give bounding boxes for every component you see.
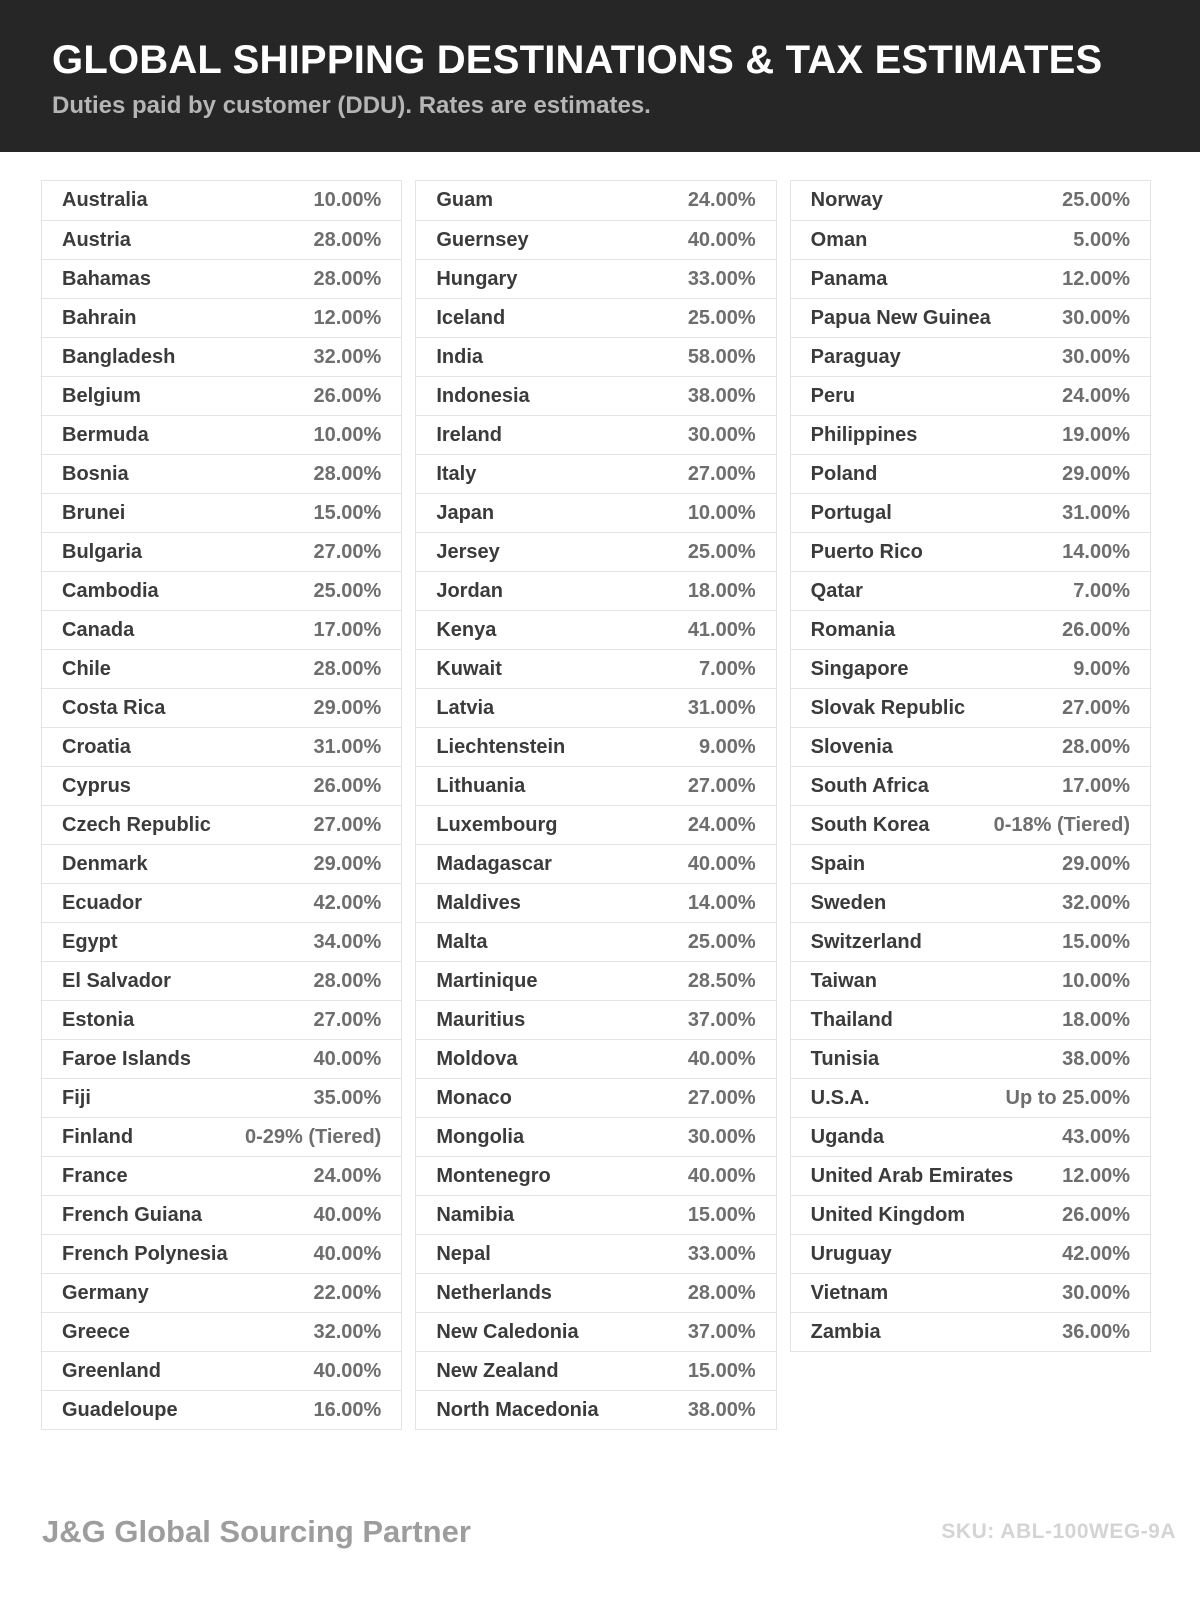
country-name: North Macedonia [436,1398,599,1421]
country-name: Kuwait [436,657,502,680]
tax-rate-value: 0-29% (Tiered) [244,1125,382,1148]
table-row [416,1195,775,1234]
table-row [791,1156,1150,1195]
table-row [416,883,775,922]
country-name: Luxembourg [436,813,558,836]
country-name: Hungary [436,267,518,290]
tax-rate-value: 25.00% [687,540,756,563]
country-name: United Arab Emirates [810,1164,1014,1187]
tax-rate-value: 7.00% [1073,579,1130,602]
country-name: South Africa [810,774,929,797]
tax-rate-value: 40.00% [687,1164,756,1187]
tax-rate-value: 15.00% [313,501,382,524]
table-row [791,922,1150,961]
country-name: Lithuania [436,774,526,797]
table-row [42,376,401,415]
tax-rate-value: 38.00% [687,1398,756,1421]
table-row [416,1390,775,1429]
country-name: French Polynesia [62,1242,228,1265]
country-name: Indonesia [436,384,530,407]
table-row [416,1039,775,1078]
tax-rate-value: 5.00% [1073,228,1130,251]
table-row [416,454,775,493]
country-name: Panama [810,267,888,290]
tax-rate-value: 31.00% [313,735,382,758]
table-row [791,220,1150,259]
rates-column-1 [41,180,402,1430]
country-name: Sweden [810,891,887,914]
tax-rate-value: 9.00% [1073,657,1130,680]
tax-rate-value: 12.00% [313,306,382,329]
table-row [416,1156,775,1195]
table-row [42,1156,401,1195]
table-row [416,961,775,1000]
country-name: Spain [810,852,866,875]
tax-rate-value: 15.00% [1062,930,1130,953]
tax-rate-value: 40.00% [687,228,756,251]
table-row [416,571,775,610]
country-name: Guernsey [436,228,529,251]
table-row [416,415,775,454]
table-row [416,1351,775,1390]
country-name: Bahrain [62,306,137,329]
country-name: Iceland [436,306,506,329]
country-name: Estonia [62,1008,135,1031]
country-name: France [62,1164,128,1187]
tax-rate-value: 0-18% (Tiered) [993,813,1130,836]
tax-rate-value: 36.00% [1062,1320,1130,1343]
country-name: India [436,345,483,368]
table-row [416,1273,775,1312]
table-row [42,844,401,883]
tax-rate-value: 29.00% [1062,852,1130,875]
tax-rate-value: 30.00% [687,1125,756,1148]
country-name: Zambia [810,1320,881,1343]
tax-rate-value: 24.00% [313,1164,382,1187]
country-name: New Zealand [436,1359,559,1382]
table-row [791,727,1150,766]
brand-name: J&G Global Sourcing Partner [42,1514,471,1549]
table-row [42,766,401,805]
tax-rate-value: 38.00% [687,384,756,407]
tax-rate-value: Up to 25.00% [1005,1086,1130,1109]
tax-rate-value: 28.00% [313,267,382,290]
country-name: Romania [810,618,896,641]
country-name: Bosnia [62,462,129,485]
country-name: Netherlands [436,1281,552,1304]
country-name: Maldives [436,891,521,914]
country-name: Brunei [62,501,126,524]
country-name: Oman [810,228,868,251]
table-row [42,1234,401,1273]
country-name: Faroe Islands [62,1047,191,1070]
country-name: Uganda [810,1125,884,1148]
tax-rate-value: 43.00% [1062,1125,1130,1148]
country-name: Jordan [436,579,504,602]
country-name: Chile [62,657,111,680]
table-row [42,532,401,571]
country-name: Bangladesh [62,345,176,368]
country-name: Cambodia [62,579,159,602]
tax-rate-value: 28.00% [1062,735,1130,758]
tax-rate-value: 30.00% [1062,1281,1130,1304]
table-row [791,454,1150,493]
tax-rate-value: 12.00% [1062,267,1130,290]
country-name: Bermuda [62,423,149,446]
tax-rate-value: 38.00% [1062,1047,1130,1070]
tax-rate-value: 18.00% [1062,1008,1130,1031]
tax-rate-value: 17.00% [313,618,382,641]
country-name: Monaco [436,1086,512,1109]
table-row [791,649,1150,688]
country-name: South Korea [810,813,930,836]
country-name: Martinique [436,969,538,992]
tax-rate-value: 19.00% [1062,423,1130,446]
country-name: Australia [62,189,148,211]
tax-rate-value: 28.00% [313,462,382,485]
country-name: Bahamas [62,267,151,290]
table-row [42,259,401,298]
table-row [791,181,1150,220]
tax-rate-value: 26.00% [313,774,382,797]
country-name: Slovak Republic [810,696,966,719]
tax-rate-value: 25.00% [687,306,756,329]
table-row [791,688,1150,727]
country-name: Czech Republic [62,813,211,836]
table-row [416,337,775,376]
country-name: Peru [810,384,856,407]
page-title: GLOBAL SHIPPING DESTINATIONS & TAX ESTIMATES [52,38,1103,82]
table-row [416,1312,775,1351]
country-name: Madagascar [436,852,552,875]
country-name: Mongolia [436,1125,525,1148]
tax-rate-value: 7.00% [698,657,756,680]
country-name: Norway [810,189,883,211]
table-row [42,1351,401,1390]
country-name: Nepal [436,1242,491,1265]
table-row [416,1000,775,1039]
country-name: Finland [62,1125,134,1148]
table-row [416,1117,775,1156]
table-row [416,1078,775,1117]
rates-column-3 [790,180,1151,1352]
tax-rate-value: 42.00% [1062,1242,1130,1265]
tax-rate-value: 40.00% [313,1203,382,1226]
country-name: Malta [436,930,488,953]
tax-rate-value: 37.00% [687,1320,756,1343]
tax-rate-value: 40.00% [687,1047,756,1070]
country-name: Canada [62,618,135,641]
table-row [416,493,775,532]
country-name: Papua New Guinea [810,306,991,329]
table-row [416,181,775,220]
table-row [791,1039,1150,1078]
country-name: New Caledonia [436,1320,579,1343]
table-row [42,1078,401,1117]
tax-rate-value: 28.00% [313,657,382,680]
table-row [416,922,775,961]
sku-label: SKU: ABL-100WEG-9A [941,1520,1176,1543]
tax-rate-value: 15.00% [687,1359,756,1382]
tax-rate-value: 29.00% [1062,462,1130,485]
country-name: Qatar [810,579,863,602]
country-name: Ireland [436,423,502,446]
table-row [791,1312,1150,1351]
table-row [42,337,401,376]
table-row [791,766,1150,805]
tax-rate-value: 24.00% [687,813,756,836]
table-row [42,415,401,454]
tax-rate-value: 40.00% [313,1242,382,1265]
country-name: Ecuador [62,891,143,914]
country-name: Austria [62,228,131,251]
tax-rate-value: 33.00% [687,1242,756,1265]
tax-rate-value: 10.00% [313,189,382,211]
tax-rate-value: 27.00% [313,1008,382,1031]
table-row [416,1234,775,1273]
tax-rate-value: 40.00% [313,1359,382,1382]
tax-rate-value: 27.00% [687,1086,756,1109]
country-name: Portugal [810,501,892,524]
country-name: Vietnam [810,1281,889,1304]
table-row [42,922,401,961]
country-name: Guam [436,189,494,211]
tax-rate-value: 26.00% [1062,618,1130,641]
tax-rate-value: 40.00% [687,852,756,875]
country-name: Fiji [62,1086,91,1109]
country-name: Egypt [62,930,118,953]
tax-rate-value: 42.00% [313,891,382,914]
tax-rate-value: 16.00% [313,1398,382,1421]
country-name: Belgium [62,384,141,407]
footer [42,1500,1176,1564]
tax-rate-value: 25.00% [1062,189,1130,211]
country-name: El Salvador [62,969,171,992]
tax-rate-value: 10.00% [1062,969,1130,992]
tax-rate-value: 29.00% [313,852,382,875]
tax-rate-value: 27.00% [313,540,382,563]
tax-rate-value: 28.00% [687,1281,756,1304]
country-name: United Kingdom [810,1203,966,1226]
table-row [416,532,775,571]
table-row [791,1234,1150,1273]
country-name: Guadeloupe [62,1398,178,1421]
table-row [416,298,775,337]
tax-rate-value: 28.00% [313,969,382,992]
tax-rate-value: 25.00% [313,579,382,602]
header-banner [0,0,1200,152]
table-row [42,454,401,493]
tax-rate-value: 27.00% [313,813,382,836]
tax-rate-value: 30.00% [1062,306,1130,329]
table-row [791,415,1150,454]
tax-rate-value: 15.00% [687,1203,756,1226]
table-row [791,259,1150,298]
country-name: Namibia [436,1203,515,1226]
tax-rate-value: 12.00% [1062,1164,1130,1187]
rates-column-2 [415,180,776,1430]
table-row [416,220,775,259]
table-row [42,571,401,610]
table-row [791,571,1150,610]
table-row [42,805,401,844]
country-name: Taiwan [810,969,877,992]
tax-rate-value: 31.00% [687,696,756,719]
table-row [791,610,1150,649]
country-name: Paraguay [810,345,901,368]
tax-rate-value: 22.00% [313,1281,382,1304]
tax-rate-value: 33.00% [687,267,756,290]
tax-rate-value: 27.00% [1062,696,1130,719]
tax-rate-value: 37.00% [687,1008,756,1031]
table-row [416,610,775,649]
tax-rate-value: 9.00% [698,735,756,758]
table-row [791,493,1150,532]
table-row [42,688,401,727]
table-row [42,298,401,337]
country-name: Uruguay [810,1242,892,1265]
table-row [42,727,401,766]
country-name: Germany [62,1281,149,1304]
tax-rate-value: 30.00% [1062,345,1130,368]
table-row [416,649,775,688]
tax-rate-value: 28.50% [687,969,756,992]
tax-rate-value: 24.00% [687,189,756,211]
country-name: Jersey [436,540,500,563]
table-row [791,844,1150,883]
country-name: Poland [810,462,878,485]
tax-rate-value: 58.00% [687,345,756,368]
table-row [791,337,1150,376]
country-name: Singapore [810,657,909,680]
tax-rate-value: 18.00% [687,579,756,602]
table-row [42,181,401,220]
tax-rate-value: 41.00% [687,618,756,641]
table-row [416,259,775,298]
table-row [791,1078,1150,1117]
tax-rate-value: 10.00% [687,501,756,524]
tax-rate-value: 26.00% [313,384,382,407]
country-name: Latvia [436,696,495,719]
country-name: Cyprus [62,774,131,797]
tax-rate-value: 28.00% [313,228,382,251]
tax-rate-value: 30.00% [687,423,756,446]
tax-rate-value: 31.00% [1062,501,1130,524]
page-subtitle: Duties paid by customer (DDU). Rates are estimates. [52,92,651,119]
table-row [791,805,1150,844]
country-name: Montenegro [436,1164,551,1187]
tax-rate-value: 10.00% [313,423,382,446]
country-name: Liechtenstein [436,735,566,758]
country-name: Bulgaria [62,540,143,563]
country-name: Slovenia [810,735,893,758]
table-row [42,961,401,1000]
table-row [791,298,1150,337]
tax-rate-value: 14.00% [687,891,756,914]
country-name: Thailand [810,1008,893,1031]
tax-rate-value: 35.00% [313,1086,382,1109]
table-row [416,805,775,844]
tax-rate-value: 14.00% [1062,540,1130,563]
table-row [791,961,1150,1000]
table-row [42,610,401,649]
table-row [791,532,1150,571]
country-name: Italy [436,462,477,485]
country-name: Denmark [62,852,148,875]
table-row [791,883,1150,922]
country-name: Greenland [62,1359,161,1382]
table-row [416,766,775,805]
country-name: Moldova [436,1047,518,1070]
table-row [42,1312,401,1351]
tax-rate-value: 27.00% [687,774,756,797]
table-row [791,1117,1150,1156]
country-name: Puerto Rico [810,540,923,563]
country-name: Switzerland [810,930,922,953]
table-row [416,376,775,415]
table-row [42,220,401,259]
tax-rate-value: 32.00% [1062,891,1130,914]
tax-rate-value: 32.00% [313,345,382,368]
table-row [42,1390,401,1429]
tax-rate-value: 25.00% [687,930,756,953]
table-row [42,649,401,688]
table-row [416,727,775,766]
country-name: Tunisia [810,1047,880,1070]
country-name: U.S.A. [810,1086,870,1109]
table-row [416,688,775,727]
rates-table-grid [0,180,1200,1430]
tax-rate-value: 27.00% [687,462,756,485]
country-name: Kenya [436,618,497,641]
country-name: Costa Rica [62,696,166,719]
tax-rate-value: 40.00% [313,1047,382,1070]
table-row [42,1273,401,1312]
table-row [791,1000,1150,1039]
tax-rate-value: 17.00% [1062,774,1130,797]
tax-rate-value: 26.00% [1062,1203,1130,1226]
table-row [42,1000,401,1039]
table-row [791,376,1150,415]
table-row [42,493,401,532]
table-row [791,1273,1150,1312]
country-name: Mauritius [436,1008,526,1031]
country-name: Japan [436,501,495,524]
table-row [791,1195,1150,1234]
table-row [42,883,401,922]
country-name: Croatia [62,735,131,758]
tax-rate-value: 24.00% [1062,384,1130,407]
tax-rate-value: 32.00% [313,1320,382,1343]
table-row [42,1195,401,1234]
country-name: French Guiana [62,1203,203,1226]
table-row [416,844,775,883]
country-name: Philippines [810,423,918,446]
tax-rate-value: 29.00% [313,696,382,719]
tax-rate-value: 34.00% [313,930,382,953]
table-row [42,1039,401,1078]
country-name: Greece [62,1320,130,1343]
table-row [42,1117,401,1156]
